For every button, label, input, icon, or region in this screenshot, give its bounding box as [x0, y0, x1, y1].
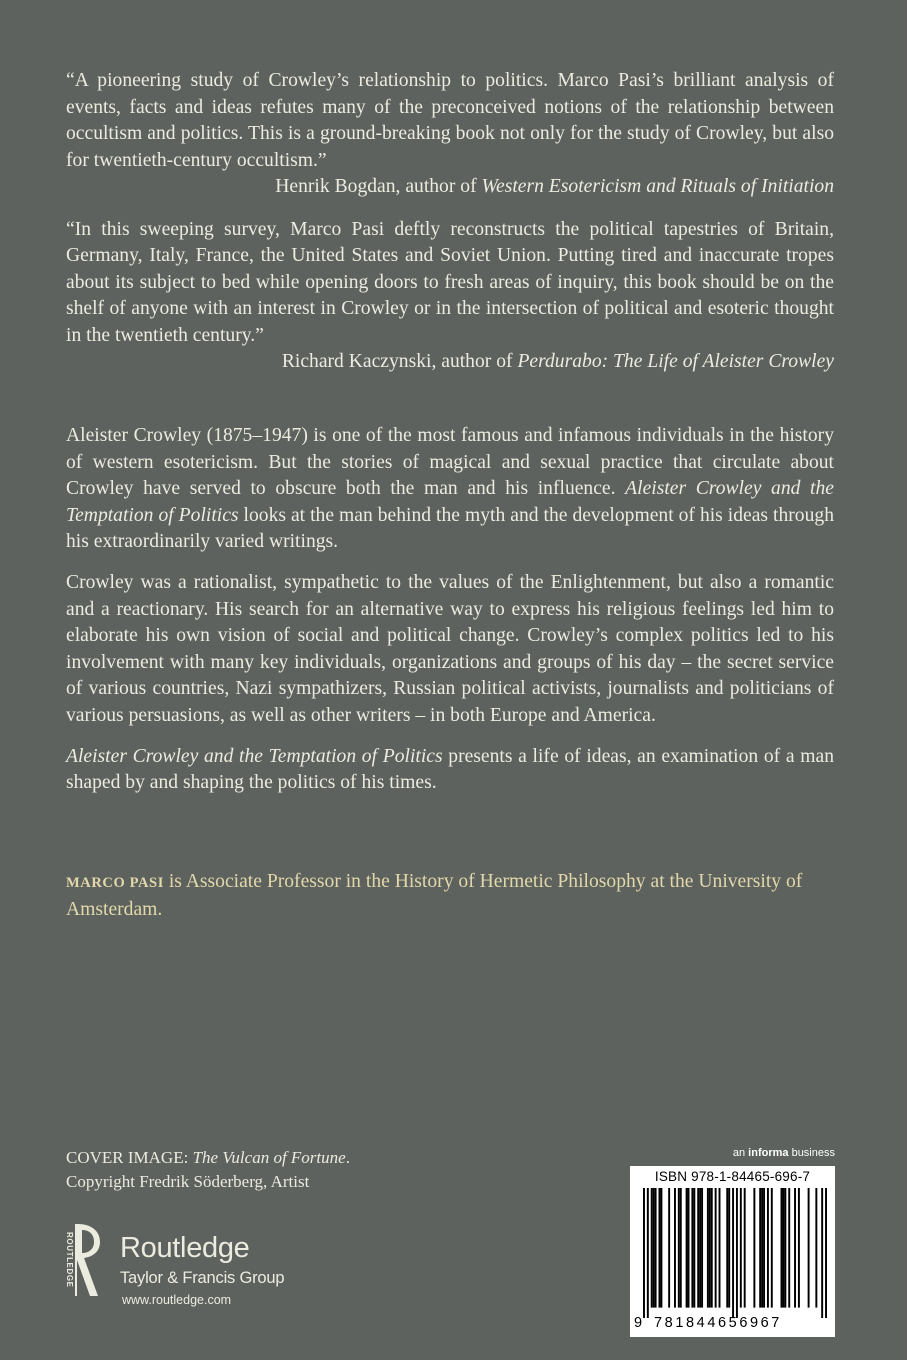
barcode-bar: [655, 1188, 657, 1308]
barcode-bar: [761, 1188, 763, 1308]
publisher-name: Routledge: [120, 1232, 250, 1264]
barcode-bar: [744, 1188, 746, 1308]
barcode-bar: [781, 1188, 783, 1308]
cover-artwork-title: The Vulcan of Fortune: [192, 1148, 346, 1167]
description-text: looks at the man behind the myth and the development of his ideas through his extraordinarily varied writings.: [66, 504, 834, 553]
barcode-bar: [719, 1188, 721, 1308]
barcode-bar: [643, 1188, 645, 1318]
barcode-bar: [680, 1188, 682, 1308]
informa-tagline: [733, 1146, 835, 1160]
barcode-bar: [686, 1188, 688, 1308]
barcode-bar: [825, 1188, 827, 1318]
barcode-bar: [815, 1188, 817, 1308]
ean-first-digit: 9: [634, 1315, 643, 1331]
informa-prefix: an: [732, 1147, 749, 1159]
barcode-bar: [794, 1188, 796, 1308]
barcode-bar: [674, 1188, 676, 1308]
description-text: Aleister Crowley (1875–1947) is one of the most famous and infamous individuals in the history of western esotericism. But the stories of magical and sexual practice that circulate about Crowley have served to obscure both the man and his influence.: [66, 425, 834, 500]
book-title: Aleister Crowley and the Temptation of Politics: [66, 478, 834, 526]
barcode-bar: [771, 1188, 773, 1308]
barcode-bar: [767, 1188, 769, 1308]
barcode-bar: [651, 1188, 653, 1308]
cover-credit-period: .: [345, 1148, 350, 1167]
barcode-bar: [782, 1188, 784, 1308]
attribution-book-title: Western Esotericism and Rituals of Initiation: [481, 176, 834, 197]
informa-suffix: business: [788, 1147, 835, 1159]
publisher-url: www.routledge.com: [122, 1293, 232, 1307]
attribution-book-title: Perdurabo: The Life of Aleister Crowley: [517, 351, 834, 372]
cover-image-credit: [66, 1146, 486, 1193]
book-title: Aleister Crowley and the Temptation of Politics: [66, 745, 443, 767]
barcode-bar: [701, 1188, 703, 1308]
author-name: MARCO PASI: [66, 875, 164, 891]
ean-remaining-digits: 781844656967: [654, 1315, 782, 1331]
barcode-bar: [668, 1188, 670, 1308]
barcode-bar: [707, 1188, 709, 1308]
publisher-logo: [64, 1222, 334, 1312]
author-bio: [66, 869, 834, 923]
barcode-bar: [660, 1188, 662, 1308]
barcode-bar: [821, 1188, 823, 1318]
endorsement-attribution: [66, 174, 834, 201]
informa-brand: informa: [748, 1147, 789, 1159]
barcode-bar: [732, 1188, 734, 1318]
author-bio-text: is Associate Professor in the History of Hermetic Philosophy at the University of Amsterdam.: [66, 871, 803, 920]
barcode-bar: [740, 1188, 742, 1308]
description-text: presents a life of ideas, an examination of a man shaped by and shaping the politics of his times.: [66, 745, 834, 794]
barcode-bar: [691, 1188, 693, 1308]
barcode-bar: [808, 1188, 810, 1308]
barcode-bar: [653, 1188, 655, 1308]
barcode-bar: [728, 1188, 730, 1308]
barcode-bar: [784, 1188, 786, 1308]
cover-copyright: Copyright Fredrik Söderberg, Artist: [66, 1171, 310, 1191]
barcode-bar: [693, 1188, 695, 1308]
isbn-number: ISBN 978-1-84465-696-7: [654, 1169, 811, 1184]
barcode-bar: [715, 1188, 717, 1308]
barcode-bar: [798, 1188, 800, 1308]
routledge-vertical-wordmark: ROUTLEDGE: [65, 1232, 74, 1288]
endorsement-quote: “A pioneering study of Crowley’s relationship to politics. Marco Pasi’s brilliant analysis of events, facts and ideas refutes many of the preconceived notions of the relationship between occultism and politics. This is a ground-breaking book not only for the study of Crowley, but also for twentieth-century occultism.”: [66, 70, 834, 171]
barcode-bar: [788, 1188, 790, 1308]
barcode-bar: [753, 1188, 755, 1308]
cover-credit-label: COVER IMAGE:: [66, 1148, 193, 1167]
barcode-bar: [678, 1188, 680, 1308]
barcode-bar: [759, 1188, 761, 1308]
barcode-bar: [699, 1188, 701, 1308]
barcode-bar: [726, 1188, 728, 1308]
description-paragraph: [66, 744, 834, 797]
attribution-name: Richard Kaczynski, author of: [281, 351, 518, 372]
barcode-bar: [688, 1188, 690, 1308]
barcode-bar: [711, 1188, 713, 1308]
barcode-bar: [763, 1188, 765, 1308]
barcode-bar: [697, 1188, 699, 1308]
endorsement-attribution: [66, 349, 834, 376]
description-paragraph: Crowley was a rationalist, sympathetic to the values of the Enlightenment, but also a romantic and a reactionary. His search for an alternative way to express his religious feelings led him to elaborate his own vision of social and political change. Crowley’s complex politics led to his involvement with many key individuals, organizations and groups of his day – the secret service of various countries, Nazi sympathizers, Russian political activists, journalists and politicians of various persuasions, as well as other writers – in both Europe and America.: [66, 571, 834, 726]
endorsement-quote: “In this sweeping survey, Marco Pasi deftly reconstructs the political tapestries of Britain, Germany, Italy, France, the United States and Soviet Union. Putting tired and inaccurate tropes about its subject to bed while opening doors to fresh areas of inquiry, this book should be on the shelf of anyone with an interest in Crowley or in the intersection of political and esoteric thought in the twentieth century.”: [66, 218, 834, 346]
barcode-bar: [658, 1188, 660, 1308]
barcode-bars: [643, 1188, 827, 1318]
attribution-name: Henrik Bogdan, author of: [275, 176, 482, 197]
barcode-bar: [647, 1188, 649, 1318]
endorsements: [66, 68, 834, 376]
barcode-bar: [709, 1188, 711, 1308]
barcode-bar: [736, 1188, 738, 1318]
book-description: [66, 423, 834, 811]
publisher-group: Taylor & Francis Group: [120, 1269, 285, 1287]
description-paragraph: [66, 423, 834, 556]
isbn-barcode: [630, 1166, 835, 1337]
